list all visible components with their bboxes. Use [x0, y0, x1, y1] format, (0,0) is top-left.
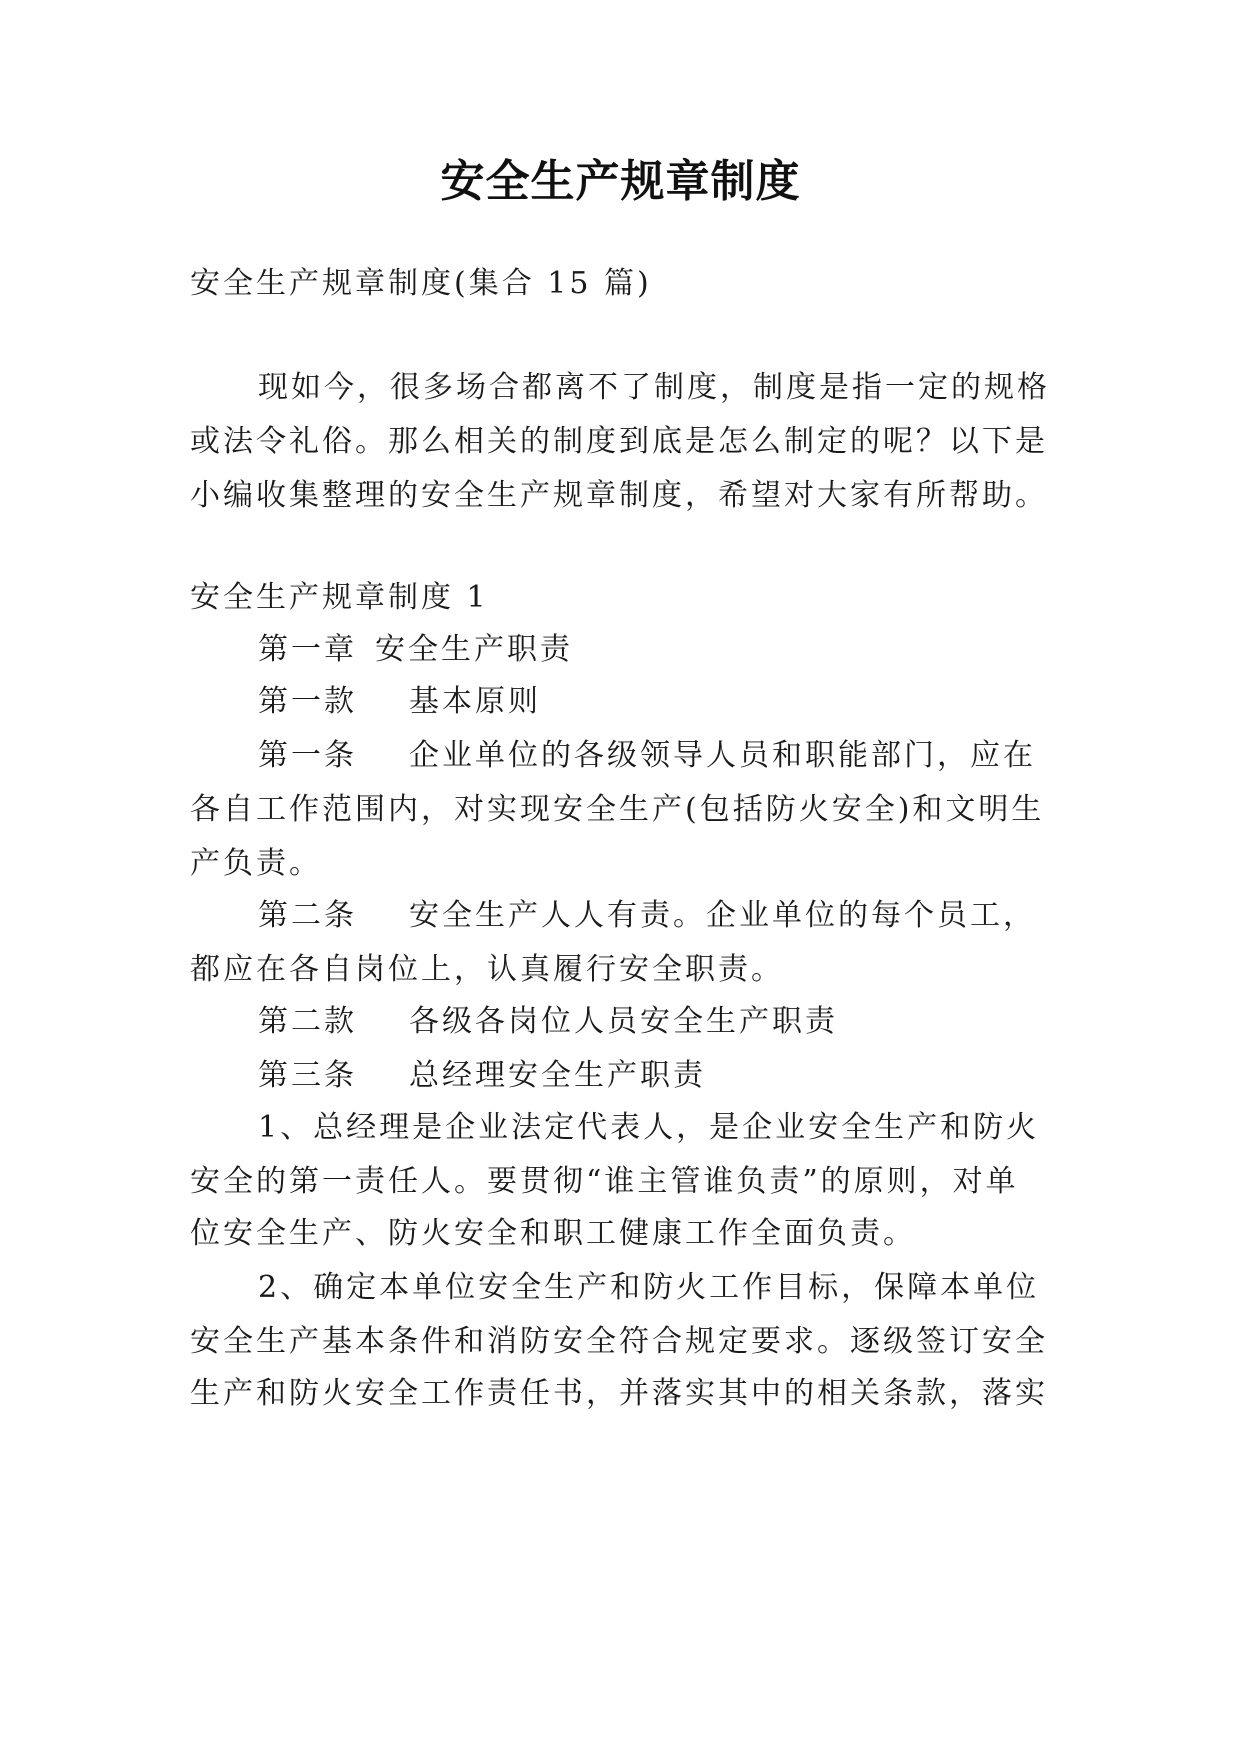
item-2-line-1: 2、确定本单位安全生产和防火工作目标，保障本单位 [258, 1270, 1040, 1305]
article-1-line-1 [258, 734, 1070, 778]
clause-1-label: 第一款 [258, 684, 357, 719]
article-1-label: 第一条 [258, 738, 357, 773]
article-2-first-line: 安全生产人人有责。企业单位的每个员工， [409, 898, 1036, 933]
article-1-first-line: 企业单位的各级领导人员和职能部门，应在 [409, 738, 1036, 773]
article-3-heading [258, 1054, 1070, 1098]
clause-1-text: 基本原则 [409, 684, 541, 719]
clause-2-text: 各级各岗位人员安全生产职责 [409, 1004, 838, 1039]
article-3-label: 第三条 [258, 1058, 357, 1093]
section-heading: 安全生产规章制度 1 [190, 580, 489, 615]
document-subtitle: 安全生产规章制度(集合 15 篇) [190, 266, 652, 301]
clause-2-heading [258, 1000, 1070, 1044]
chapter-heading [258, 628, 1070, 672]
article-1-line-3: 产负责。 [190, 846, 322, 881]
article-2-line-2: 都应在各自岗位上，认真履行安全职责。 [190, 952, 784, 987]
item-1-line-1: 1、总经理是企业法定代表人，是企业安全生产和防火 [258, 1110, 1040, 1145]
intro-line-3: 小编收集整理的安全生产规章制度，希望对大家有所帮助。 [190, 478, 1048, 513]
intro-line-1: 现如今，很多场合都离不了制度，制度是指一定的规格 [258, 370, 1050, 405]
document-title: 安全生产规章制度 [440, 156, 801, 207]
item-2-line-2: 安全生产基本条件和消防安全符合规定要求。逐级签订安全 [190, 1324, 1048, 1359]
article-2-line-1 [258, 894, 1070, 938]
item-1-line-3: 位安全生产、防火安全和职工健康工作全面负责。 [190, 1216, 916, 1251]
chapter-text: 安全生产职责 [375, 632, 573, 667]
intro-line-2: 或法令礼俗。那么相关的制度到底是怎么制定的呢？以下是 [190, 424, 1048, 459]
chapter-label: 第一章 [258, 632, 357, 667]
clause-1-heading [258, 680, 1070, 724]
clause-2-label: 第二款 [258, 1004, 357, 1039]
article-1-line-2: 各自工作范围内，对实现安全生产(包括防火安全)和文明生 [190, 792, 1045, 827]
article-2-label: 第二条 [258, 898, 357, 933]
item-2-line-3: 生产和防火安全工作责任书，并落实其中的相关条款，落实 [190, 1376, 1048, 1411]
article-3-text: 总经理安全生产职责 [409, 1058, 706, 1093]
item-1-line-2: 安全的第一责任人。要贯彻“谁主管谁负责”的原则，对单 [190, 1164, 1019, 1199]
